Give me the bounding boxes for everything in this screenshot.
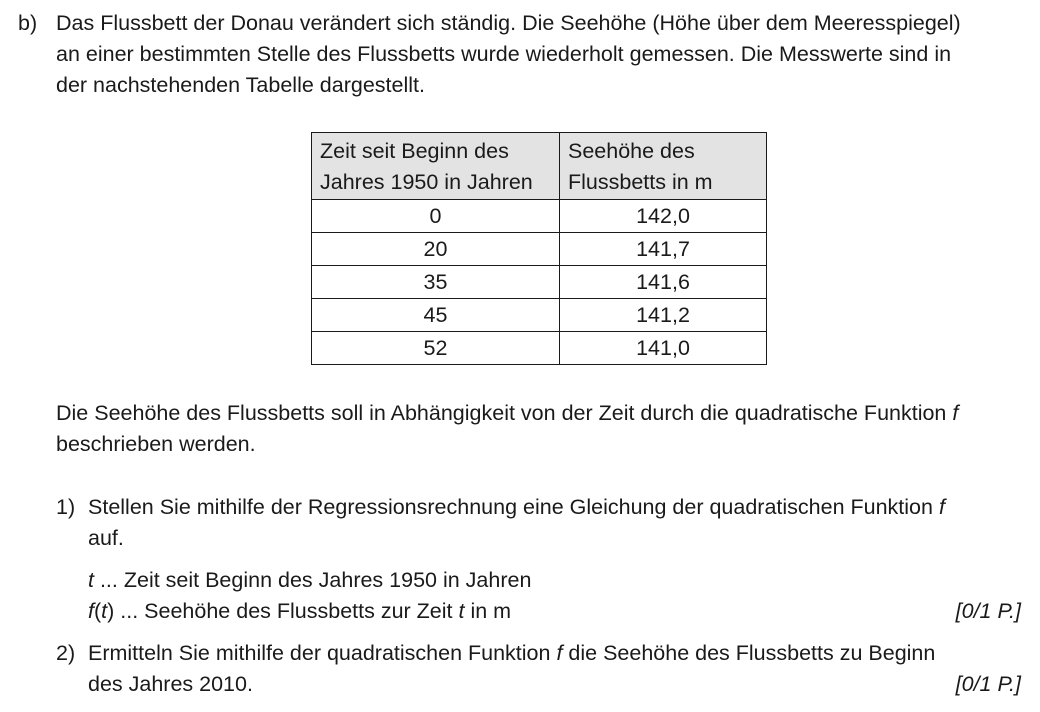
item-1-line-2: auf. [88, 526, 124, 550]
function-description-line-2: beschrieben werden. [56, 432, 256, 456]
function-variable: f [556, 641, 563, 665]
paren-open: ( [93, 599, 102, 623]
item-2-number: 2) [56, 641, 76, 665]
definition-t-text: ... Zeit seit Beginn des Jahres 1950 in Jahren [93, 568, 532, 592]
header-time [312, 133, 560, 200]
table-row [312, 299, 767, 332]
cell-time: 45 [312, 299, 560, 332]
item-2-points: [0/1 P.] [955, 672, 1021, 696]
definition-f [88, 596, 531, 627]
intro-line-3: der nachstehenden Tabelle dargestellt. [56, 73, 425, 97]
definition-f-text: ... Seehöhe des Flussbetts zur Zeit [114, 599, 459, 623]
header-height-line-2: Flussbetts in m [568, 170, 713, 194]
item-1-text [88, 492, 945, 554]
cell-time: 0 [312, 200, 560, 233]
function-description-line-1 [56, 398, 958, 429]
intro-text [56, 8, 961, 101]
item-2-line-2: des Jahres 2010. [88, 672, 253, 696]
table-row [312, 266, 767, 299]
table-header-row [312, 133, 767, 200]
cell-time: 20 [312, 233, 560, 266]
function-description [56, 398, 958, 460]
measurement-table [311, 132, 767, 365]
cell-time: 52 [312, 332, 560, 365]
table-row [312, 332, 767, 365]
item-2-line-1 [88, 638, 935, 669]
function-variable: f [938, 495, 945, 519]
cell-height: 141,0 [560, 332, 767, 365]
item-1-line-1 [88, 492, 945, 523]
item-1-number: 1) [56, 495, 76, 519]
variable-t: t [458, 599, 465, 623]
variable-t: t [101, 599, 108, 623]
function-variable: f [952, 401, 959, 425]
variable-f: f [88, 599, 94, 623]
item-1-text-main: Stellen Sie mithilfe der Regressionsrechnung eine Gleichung der quadratischen Funktion [88, 495, 933, 519]
table-row [312, 233, 767, 266]
paragraph-text: Die Seehöhe des Flussbetts soll in Abhängigkeit von der Zeit durch die quadratische Funktion [56, 401, 947, 425]
item-2-text-pre: Ermitteln Sie mithilfe der quadratischen Funktion [88, 641, 557, 665]
definition-t [88, 565, 531, 596]
cell-time: 35 [312, 266, 560, 299]
cell-height: 141,7 [560, 233, 767, 266]
paren-close: ) [107, 599, 115, 623]
header-time-line-2: Jahres 1950 in Jahren [320, 170, 533, 194]
task-label: b) [18, 11, 38, 35]
definition-f-unit: in m [464, 599, 512, 623]
cell-height: 142,0 [560, 200, 767, 233]
variable-definitions [88, 565, 531, 627]
variable-t: t [88, 568, 94, 592]
item-2-text [88, 638, 935, 700]
item-1-points: [0/1 P.] [955, 599, 1021, 623]
header-height-line-1: Seehöhe des [568, 139, 695, 163]
cell-height: 141,2 [560, 299, 767, 332]
intro-line-1: Das Flussbett der Donau verändert sich ständig. Die Seehöhe (Höhe über dem Meeresspiegel) [56, 11, 961, 35]
intro-line-2: an einer bestimmten Stelle des Flussbetts wurde wiederholt gemessen. Die Messwerte sind in [56, 42, 952, 66]
item-2-text-post: die Seehöhe des Flussbetts zu Beginn [562, 641, 936, 665]
table-row [312, 200, 767, 233]
header-time-line-1: Zeit seit Beginn des [320, 139, 509, 163]
header-height [560, 133, 767, 200]
cell-height: 141,6 [560, 266, 767, 299]
